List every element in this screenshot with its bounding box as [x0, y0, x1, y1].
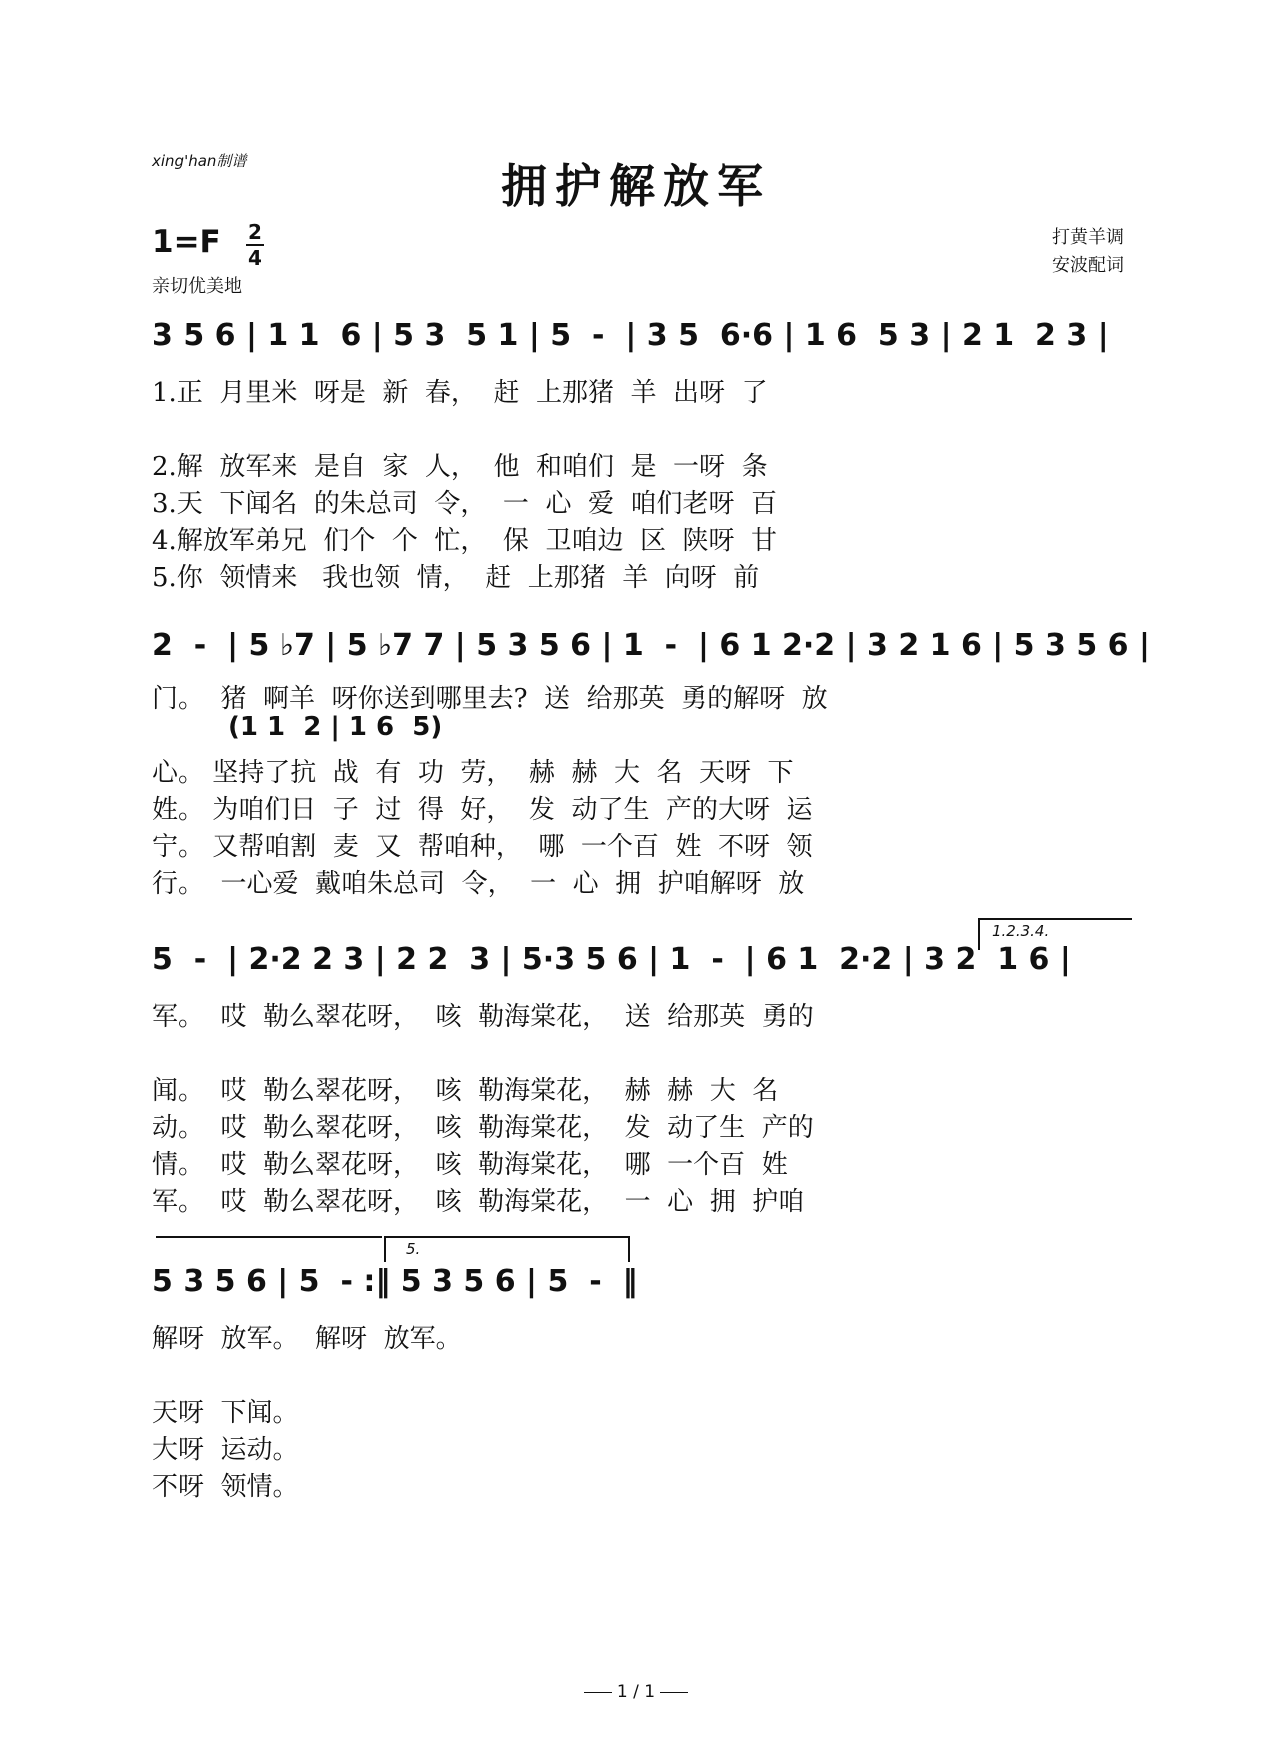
volta-label-2: 5.	[406, 1240, 421, 1258]
volta-bracket-2	[384, 1236, 630, 1262]
tempo-marking: 亲切优美地	[152, 276, 242, 297]
time-signature-top: 2	[248, 220, 262, 244]
lyric-2-1: 门。 猪 啊羊 呀你送到哪里去? 送 给那英 勇的解呀 放	[152, 684, 828, 714]
transcriber-credit: xing'han制谱	[152, 152, 247, 170]
page-number	[0, 1682, 1272, 1702]
lyric-4-4: 不呀 领情。	[152, 1472, 299, 1502]
lyric-1-2: 2.解 放军来 是自 家 人， 他 和咱们 是 一呀 条	[152, 452, 768, 482]
lyric-3-4: 情。 哎 勒么翠花呀， 咳 勒海棠花， 哪 一个百 姓	[152, 1150, 788, 1180]
lyric-2-4: 宁。 又帮咱割 麦 又 帮咱种， 哪 一个百 姓 不呀 领	[152, 832, 813, 862]
lyric-3-2: 闻。 哎 勒么翠花呀， 咳 勒海棠花， 赫 赫 大 名	[152, 1076, 779, 1106]
page-number-text: 1 / 1	[616, 1682, 656, 1702]
notation-line-1: 3 5 6 | 1 1 6 | 5 3 5 1 | 5 - | 3 5 6·6 | 1 6 5 3 | 2 1 2 3 |	[152, 318, 1109, 353]
lyric-4-1: 解呀 放军。 解呀 放军。	[152, 1324, 462, 1354]
lyric-2-3: 姓。 为咱们日 子 过 得 好， 发 动了生 产的大呀 运	[152, 795, 813, 825]
page-number-rule-right	[660, 1692, 688, 1693]
lyric-2-2: 心。 坚持了抗 战 有 功 劳， 赫 赫 大 名 天呀 下	[152, 758, 794, 788]
lyric-1-5: 5.你 领情来 我也领 情， 赶 上那猪 羊 向呀 前	[152, 563, 760, 593]
time-signature	[246, 222, 264, 268]
lyric-3-3: 动。 哎 勒么翠花呀， 咳 勒海棠花， 发 动了生 产的	[152, 1113, 814, 1143]
key-signature: 1=F	[152, 224, 221, 260]
time-signature-bottom: 4	[248, 246, 262, 270]
lyric-1-3: 3.天 下闻名 的朱总司 令， 一 心 爱 咱们老呀 百	[152, 489, 778, 519]
bracket-notes: (1 1 2 | 1 6 5)	[228, 712, 443, 742]
notation-line-3: 5 - | 2·2 2 3 | 2 2 3 | 5·3 5 6 | 1 - | 6 1 2·2 | 3 2 1 6 |	[152, 942, 1071, 977]
notation-line-2: 2 - | 5 ♭7 | 5 ♭7 7 | 5 3 5 6 | 1 - | 6 1 2·2 | 3 2 1 6 | 5 3 5 6 |	[152, 628, 1150, 663]
song-title: 拥护解放军	[501, 159, 771, 213]
page-number-rule-left	[584, 1692, 612, 1693]
volta-label-1: 1.2.3.4.	[992, 922, 1050, 940]
notation-line-4: 5 3 5 6 | 5 - :‖ 5 3 5 6 | 5 - ‖	[152, 1264, 638, 1299]
tune-name: 打黄羊调	[1052, 227, 1124, 248]
song-info	[1052, 224, 1124, 280]
lyric-3-5: 军。 哎 勒么翠花呀， 咳 勒海棠花， 一 心 拥 护咱	[152, 1187, 805, 1217]
lyric-3-1: 军。 哎 勒么翠花呀， 咳 勒海棠花， 送 给那英 勇的	[152, 1002, 814, 1032]
lyricist: 安波配词	[1052, 255, 1124, 276]
lyric-1-1: 1.正 月里米 呀是 新 春， 赶 上那猪 羊 出呀 了	[152, 378, 768, 408]
lyric-2-5: 行。 一心爱 戴咱朱总司 令， 一 心 拥 护咱解呀 放	[152, 869, 805, 899]
repeat-bracket-line	[156, 1236, 382, 1238]
lyric-4-2: 天呀 下闻。	[152, 1398, 299, 1428]
lyric-1-4: 4.解放军弟兄 们个 个 忙， 保 卫咱边 区 陕呀 甘	[152, 526, 778, 556]
lyric-4-3: 大呀 运动。	[152, 1435, 299, 1465]
